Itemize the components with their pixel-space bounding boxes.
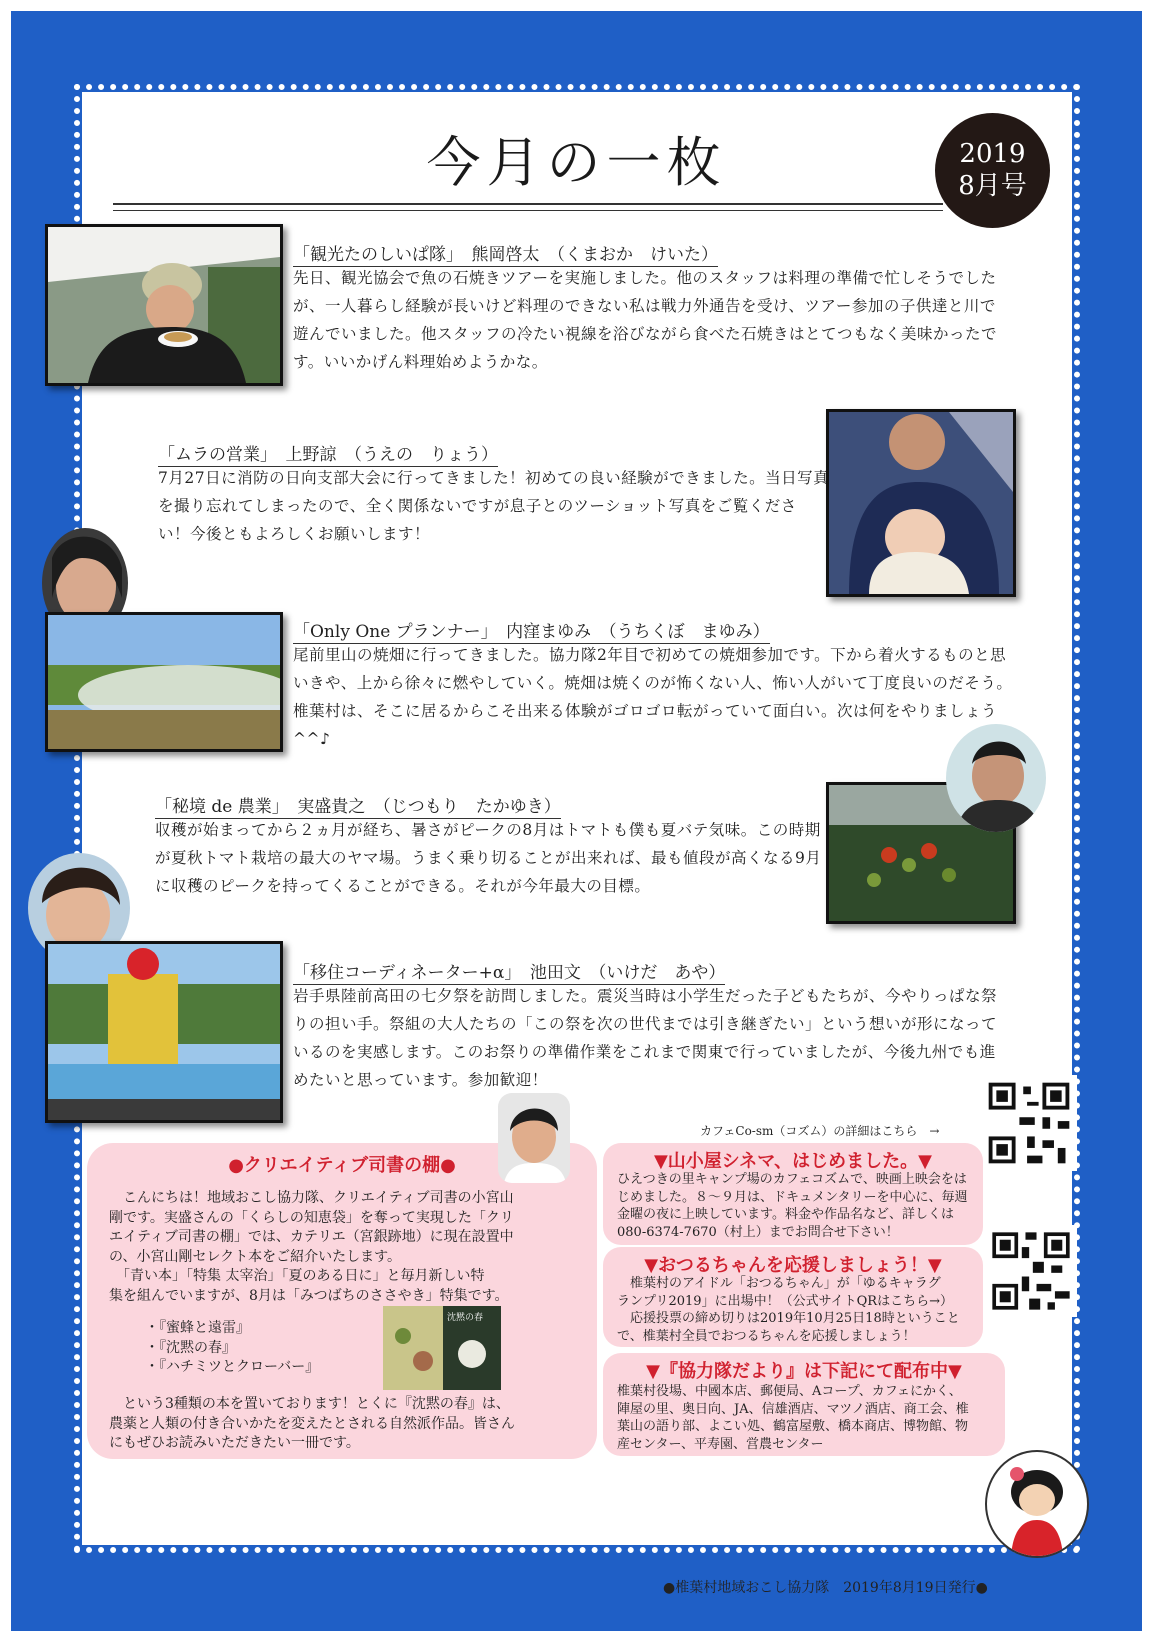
- entry-line: 収穫が始まってから２ヵ月が経ち、暑さがピークの8月はトマトも僕も夏バテ気味。この時期: [155, 821, 821, 839]
- otsuru-line: 椎葉村のアイドル「おつるちゃん」が「ゆるキャラグ: [617, 1276, 941, 1291]
- library-line: エイティブ司書の棚」では、カテリエ（宮銀跡地）に現在設置中: [109, 1229, 514, 1245]
- entry-line: を撮り忘れてしまったので、全く関係ないですが息子とのツーショット写真をご覧くださ: [158, 497, 797, 515]
- face-librarian: [498, 1093, 570, 1183]
- qr-code-icon: [985, 1225, 1077, 1317]
- entry-body: [158, 464, 829, 548]
- entry-line: 椎葉村は、そこに居るからこそ出来る体験がゴロゴロ転がっていて面白い。次は何をやりましょう: [293, 702, 998, 720]
- entry-body: [155, 816, 821, 900]
- cinema-line: じめました。８～９月は、ドキュメンタリーを中心に、毎週: [617, 1189, 968, 1205]
- photo-man-eating: [48, 227, 280, 383]
- entry-line: いるのを実感します。このお祭りの準備作業をこれまで関東で行っていましたが、今後九州でも進: [293, 1043, 996, 1061]
- library-text: [109, 1189, 514, 1306]
- library-line: 剛です。実盛さんの「くらしの知恵袋」を奪って実現した「クリ: [109, 1209, 514, 1226]
- photo-festival: [48, 944, 280, 1120]
- library-line: 「青い本」「特集 太宰治」「夏のある日に」と毎月新しい特: [109, 1268, 485, 1284]
- cinema-text: [617, 1171, 967, 1241]
- library-line: という3種類の本を置いております！とくに『沈黙の春』は、: [109, 1396, 510, 1412]
- book-item: ・『沈黙の春』: [145, 1339, 236, 1356]
- issue-month: 8月号: [958, 171, 1027, 201]
- qr-code-icon: [981, 1075, 1077, 1171]
- otsuru-panel: [603, 1247, 983, 1347]
- entry-line: に収穫のピークを持ってくることができる。それが今年最大の目標。: [155, 877, 651, 895]
- book-item: ・『ハチミツとクローバー』: [145, 1359, 320, 1375]
- entry-body: [293, 641, 1012, 753]
- book-covers: [383, 1306, 501, 1390]
- photo-ueno: [826, 409, 1016, 597]
- entry-body: [293, 982, 997, 1094]
- cinema-line: 080-6374-7670（村上）までお問合せ下さい！: [617, 1224, 899, 1240]
- cinema-line: ひえつきの里キャンプ場のカフェコズムで、映画上映会をは: [617, 1172, 967, 1187]
- photo-uchikubo: [45, 612, 283, 752]
- photo-kumaoka: [45, 224, 283, 386]
- qr-code-otsuru[interactable]: [985, 1225, 1077, 1317]
- library-line: 農薬と人類の付き合いかたを変えたとされる自然派作品。皆さん: [109, 1415, 515, 1432]
- distribution-line: 陣屋の里、奥日向、JA、信雄酒店、マツノ酒店、商工会、椎: [617, 1401, 969, 1417]
- distribution-line: 産センター、平寿園、営農センター: [617, 1436, 824, 1452]
- cinema-panel: [603, 1143, 983, 1245]
- entry-line: 遊んでいました。他スタッフの冷たい視線を浴びながら食べた石焼きはとてつもなく美味かったで: [293, 325, 998, 343]
- entry-line: い！今後ともよろしくお願いします！: [158, 525, 431, 543]
- entry-line: が、一人暮らし経験が長いけど料理のできない私は戦力外通告を受け、ツアー参加の子供達と川で: [293, 297, 996, 315]
- entry-line: 先日、観光協会で魚の石焼きツアーを実施しました。他のスタッフは料理の準備で忙しそうでした: [293, 269, 997, 287]
- entry-body: [293, 264, 997, 376]
- library-line: にもぜひお読みいただきたい一冊です。: [109, 1435, 360, 1451]
- page-title: 今月の一枚: [426, 131, 727, 194]
- avatar-jitsumori: [946, 724, 1046, 832]
- otsuru-line: で、椎葉村全員でおつるちゃんを応援しましょう！: [617, 1328, 916, 1344]
- library-text: [109, 1395, 515, 1454]
- entry-line: 岩手県陸前高田の七夕祭を訪問しました。震災当時は小学生だった子どもたちが、今やりっぱな祭: [293, 987, 998, 1005]
- distribution-line: 椎葉村役場、中國本店、郵便局、Aコープ、カフェにかく、: [617, 1384, 962, 1399]
- qr-code-cosm[interactable]: [981, 1075, 1077, 1171]
- book-list: [145, 1319, 319, 1378]
- face-man-glasses: [946, 724, 1046, 832]
- entry-line: す。いいかげん料理始めようかな。: [293, 353, 548, 371]
- library-line: こんにちは！地域おこし協力隊、クリエイティブ司書の小宮山: [109, 1190, 514, 1206]
- otsuru-line: 応援投票の締め切りは2019年10月25日18時ということ: [617, 1311, 960, 1326]
- distribution-title: ▼『協力隊だより』は下記にて配布中▼: [646, 1361, 962, 1382]
- photo-field-burning: [48, 615, 280, 749]
- library-line: 集を組んでいますが、8月は「みつばちのささやき」特集です。: [109, 1287, 509, 1304]
- entry-line: が夏秋トマト栽培の最大のヤマ場。うまく乗り切ることが出来れば、最も値段が高くなる9月: [155, 849, 822, 867]
- otsuru-line: ランプリ2019」に出場中！（公式サイトQRはこちら→）: [617, 1293, 953, 1309]
- entry-heading: 「観光たのしいぱ隊」 熊岡啓太 （くまおか けいた）: [293, 240, 718, 267]
- mascot-otsuru-icon: [987, 1452, 1087, 1556]
- book-cover-label: 沈黙の春: [447, 1313, 484, 1323]
- entry-heading: 「秘境 de 農業」 実盛貴之 （じつもり たかゆき）: [155, 792, 561, 819]
- footer-issuer: ●椎葉村地域おこし協力隊 2019年8月19日発行●: [663, 1580, 988, 1596]
- entry-line: 尾前里山の焼畑に行ってきました。協力隊2年目で初めての焼畑参加です。下から着火するものと思: [293, 646, 1007, 664]
- distribution-panel: [603, 1353, 1005, 1456]
- cinema-caption: カフェCo-sm（コズム）の詳細はこちら →: [700, 1124, 940, 1138]
- issue-badge: [935, 113, 1050, 228]
- cinema-line: 金曜の夜に上映しています。料金や作品名など、詳しくは: [617, 1207, 954, 1222]
- distribution-text: [617, 1383, 969, 1453]
- library-line: の、小宮山剛セレクト本をご紹介いたします。: [109, 1248, 402, 1265]
- entry-heading: 「Only One プランナー」 内窪まゆみ （うちくぼ まゆみ）: [293, 617, 770, 644]
- mascot-otsuru: [985, 1450, 1089, 1558]
- entry-line: めたいと思っています。参加歓迎！: [293, 1071, 548, 1089]
- otsuru-title: ▼おつるちゃんを応援しましょう！▼: [644, 1255, 942, 1276]
- library-panel: [87, 1143, 597, 1459]
- cinema-title: ▼山小屋シネマ、はじめました。▼: [653, 1151, 933, 1172]
- entry-heading: 「移住コーディネーター+α」 池田文 （いけだ あや）: [293, 958, 725, 985]
- entry-line: ^^♪: [293, 730, 331, 748]
- library-title: ●クリエイティブ司書の棚●: [228, 1155, 456, 1176]
- book-covers-image: [383, 1306, 501, 1390]
- avatar-komiyama: [498, 1093, 570, 1183]
- entry-line: りの担い手。祭組の大人たちの「この祭を次の世代までは引き継ぎたい」という想いが形になって: [293, 1015, 998, 1033]
- title-rule: [113, 210, 943, 211]
- otsuru-text: [617, 1275, 960, 1345]
- entry-heading: 「ムラの営業」 上野諒 （うえの りょう）: [158, 440, 498, 467]
- entry-line: いきや、上から徐々に燃やしていく。焼畑は焼くのが怖くない人、怖い人がいて丁度良いのだそう。: [293, 674, 1013, 692]
- distribution-line: 葉山の語り部、よこい処、鶴富屋敷、橋本商店、博物館、物: [617, 1419, 969, 1434]
- entry-line: 7月27日に消防の日向支部大会に行ってきました！初めての良い経験ができました。当日写真: [158, 469, 830, 487]
- title-rule: [113, 203, 943, 205]
- book-item: ・『蜜蜂と遠雷』: [145, 1320, 250, 1336]
- photo-ikeda: [45, 941, 283, 1123]
- photo-father-and-baby: [829, 412, 1013, 594]
- issue-year: 2019: [959, 139, 1026, 169]
